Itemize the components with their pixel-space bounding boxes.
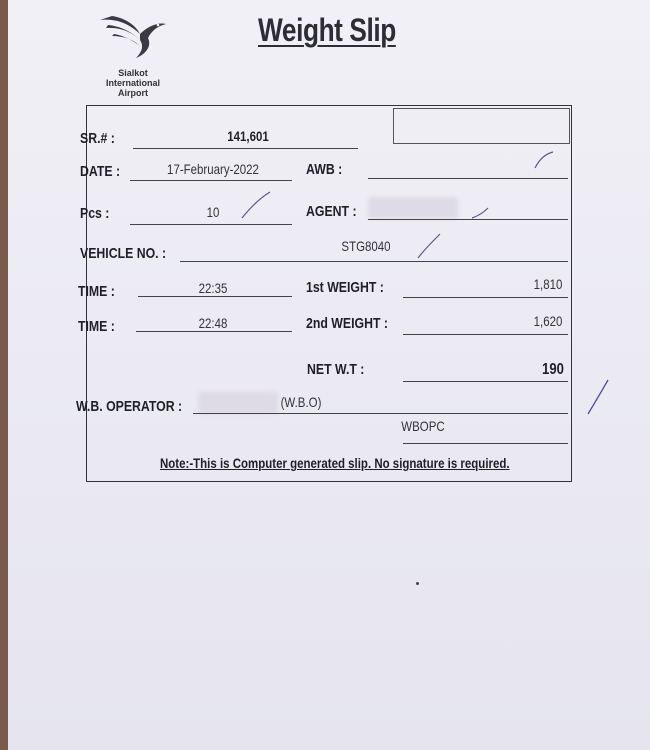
airport-name-line-1: Sialkot — [118, 68, 148, 78]
page-title: Weight Slip — [258, 12, 396, 48]
first-weight-value: 1,810 — [533, 276, 563, 292]
operator-redaction — [198, 392, 278, 414]
sr-value: 141,601 — [227, 128, 269, 144]
pcs-value: 10 — [206, 204, 220, 220]
first-weight-label: 1st WEIGHT : — [306, 279, 384, 296]
second-weight-value: 1,620 — [533, 313, 563, 329]
ink-speck — [416, 582, 419, 585]
net-weight-value: 190 — [542, 361, 564, 378]
first-weight-line — [403, 297, 568, 298]
awb-label: AWB : — [306, 161, 343, 178]
second-weight-line — [403, 334, 568, 335]
agent-label: AGENT : — [306, 203, 357, 220]
time-2-label: TIME : — [78, 318, 115, 335]
awb-line — [368, 178, 568, 179]
time-1-value: 22:35 — [198, 280, 228, 296]
net-weight-label: NET W.T : — [307, 361, 365, 378]
bird-logo-icon — [96, 12, 168, 62]
operator-suffix: (W.B.O) — [280, 394, 322, 410]
vehicle-label: VEHICLE NO. : — [80, 245, 167, 262]
footer-note: Note:-This is Computer generated slip. No signature is required. — [160, 455, 510, 471]
operator-line — [193, 413, 568, 414]
date-label: DATE : — [80, 163, 121, 180]
check-mark-icon — [586, 378, 610, 416]
wbopc-value: WBOPC — [401, 418, 445, 434]
date-line — [130, 180, 292, 181]
weight-slip-paper — [8, 0, 650, 750]
vehicle-value: STG8040 — [341, 238, 391, 254]
second-weight-label: 2nd WEIGHT : — [306, 315, 388, 332]
airport-name-line-2: International — [105, 78, 160, 88]
time-2-line — [136, 331, 292, 332]
airport-name — [88, 68, 178, 98]
check-mark-icon — [240, 190, 272, 220]
time-1-label: TIME : — [78, 283, 115, 300]
pcs-label: Pcs : — [80, 205, 110, 222]
check-mark-icon — [416, 232, 442, 260]
time-1-line — [138, 296, 292, 297]
agent-redaction — [368, 197, 458, 219]
sr-line — [133, 148, 358, 149]
date-value: 17-February-2022 — [167, 161, 259, 177]
time-2-value: 22:48 — [198, 315, 228, 331]
sr-label: SR.# : — [80, 130, 115, 147]
check-mark-icon — [470, 206, 490, 220]
vehicle-line — [180, 261, 568, 262]
operator-label: W.B. OPERATOR : — [76, 398, 183, 415]
net-weight-line — [403, 381, 568, 382]
pcs-line — [130, 224, 292, 225]
wbopc-line — [403, 443, 568, 444]
agent-line — [368, 219, 568, 220]
top-right-box — [393, 108, 570, 144]
check-mark-icon — [533, 150, 555, 170]
airport-name-line-3: Airport — [118, 88, 148, 98]
